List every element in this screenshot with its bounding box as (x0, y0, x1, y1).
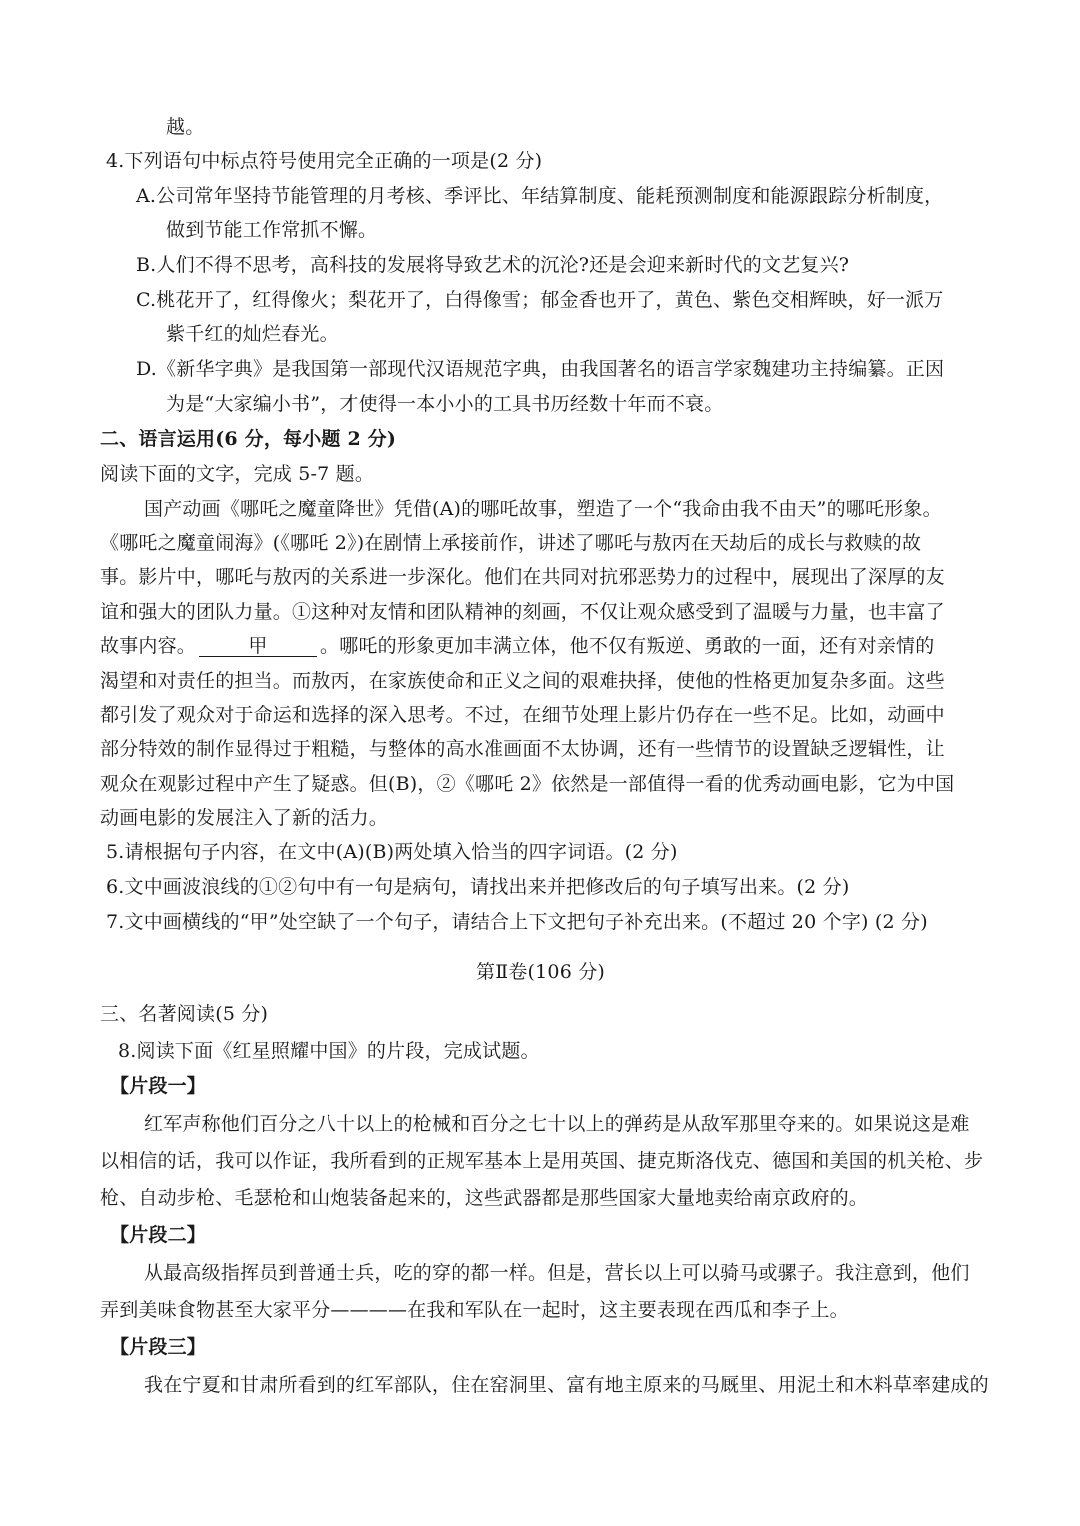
option-b-line-1: B.人们不得不思考，高科技的发展将导致艺术的沉沦?还是会迎来新时代的文艺复兴? (136, 254, 850, 276)
fragment-1-line-1: 红军声称他们百分之八十以上的枪械和百分之七十以上的弹药是从敌军那里夺来的。如果说这是难 (144, 1113, 970, 1135)
passage-line-10: 动画电影的发展注入了新的活力。 (100, 807, 389, 829)
option-d-line-1: D.《新华字典》是我国第一部现代汉语规范字典，由我国著名的语言学家魏建功主持编纂。正因 (136, 358, 945, 380)
option-a-line-1: A.公司常年坚持节能管理的月考核、季评比、年结算制度、能耗预测制度和能源跟踪分析制度， (136, 185, 944, 207)
passage-line-5-start: 故事内容。 (100, 635, 197, 657)
section-3-heading: 三、名著阅读(5 分) (100, 1003, 269, 1025)
passage-line-9: 观众在观影过程中产生了疑惑。但(B)，②《哪吒 2》依然是一部值得一看的优秀动画电影，它为中国 (100, 773, 955, 795)
passage-line-6: 渴望和对责任的担当。而敖丙，在家族使命和正义之间的艰难抉择，使他的性格更加复杂多面。这些 (100, 670, 945, 692)
fragment-3-line-1: 我在宁夏和甘肃所看到的红军部队，住在窑洞里、富有地主原来的马厩里、用泥土和木料草率建成的 (144, 1374, 989, 1396)
option-c-line-1: C.桃花开了，红得像火；梨花开了，白得像雪；郁金香也开了，黄色、紫色交相辉映，好一派万 (136, 289, 944, 311)
question-4-stem: 4.下列语句中标点符号使用完全正确的一项是(2 分) (106, 150, 543, 172)
section-2-instruction: 阅读下面的文字，完成 5-7 题。 (100, 463, 375, 485)
fragment-2-line-1: 从最高级指挥员到普通士兵，吃的穿的都一样。但是，营长以上可以骑马或骡子。我注意到，他们 (144, 1262, 970, 1284)
fragment-1-label: 【片段一】 (110, 1075, 207, 1097)
fragment-2-line-2: 弄到美味食物甚至大家平分————在我和军队在一起时，这主要表现在西瓜和李子上。 (100, 1299, 849, 1321)
passage-line-5 (100, 633, 934, 659)
passage-line-1: 国产动画《哪吒之魔童降世》凭借(A)的哪吒故事，塑造了一个“我命由我不由天”的哪吒形象。 (144, 498, 942, 520)
question-6: 6.文中画波浪线的①②句中有一句是病句，请找出来并把修改后的句子填写出来。(2 分) (106, 876, 850, 898)
passage-line-7: 都引发了观众对于命运和选择的深入思考。不过，在细节处理上影片仍存在一些不足。比如，动画中 (100, 704, 945, 726)
option-c-line-2: 紫千红的灿烂春光。 (166, 323, 339, 345)
question-8: 8.阅读下面《红星照耀中国》的片段，完成试题。 (118, 1040, 540, 1062)
option-d-line-2: 为是“大家编小书”，才使得一本小小的工具书历经数十年而不衰。 (166, 393, 724, 415)
passage-line-2: 《哪吒之魔童闹海》(《哪吒 2》)在剧情上承接前作，讲述了哪吒与敖丙在天劫后的成长与救赎的故 (100, 532, 922, 554)
fragment-1-line-2: 以相信的话，我可以作证，我所看到的正规军基本上是用英国、捷克斯洛伐克、德国和美国的机关枪、步 (100, 1150, 984, 1172)
fragment-3-label: 【片段三】 (110, 1336, 207, 1358)
question-5: 5.请根据句子内容，在文中(A)(B)两处填入恰当的四字词语。(2 分) (106, 841, 678, 863)
part-2-title: 第Ⅱ卷(106 分) (476, 961, 606, 983)
passage-line-3: 事。影片中，哪吒与敖丙的关系进一步深化。他们在共同对抗邪恶势力的过程中，展现出了深厚的友 (100, 566, 945, 588)
fragment-2-label: 【片段二】 (110, 1224, 207, 1246)
blank-jia: 甲 (199, 636, 317, 657)
passage-line-8: 部分特效的制作显得过于粗糙，与整体的高水准画面不太协调，还有一些情节的设置缺乏逻辑性，让 (100, 738, 945, 760)
passage-line-5-end: 。哪吒的形象更加丰满立体，他不仅有叛逆、勇敢的一面，还有对亲情的 (320, 635, 935, 657)
passage-line-4: 谊和强大的团队力量。①这种对友情和团队精神的刻画，不仅让观众感受到了温暖与力量，也丰富了 (100, 601, 945, 623)
option-a-line-2: 做到节能工作常抓不懈。 (166, 219, 378, 241)
question-7: 7.文中画横线的“甲”处空缺了一个句子，请结合上下文把句子补充出来。(不超过 20 个字) (2 分) (106, 911, 928, 933)
prev-question-tail: 越。 (166, 116, 205, 138)
fragment-1-line-3: 枪、自动步枪、毛瑟枪和山炮装备起来的，这些武器都是那些国家大量地卖给南京政府的。 (100, 1187, 869, 1209)
section-2-heading: 二、语言运用(6 分，每小题 2 分) (100, 428, 397, 450)
